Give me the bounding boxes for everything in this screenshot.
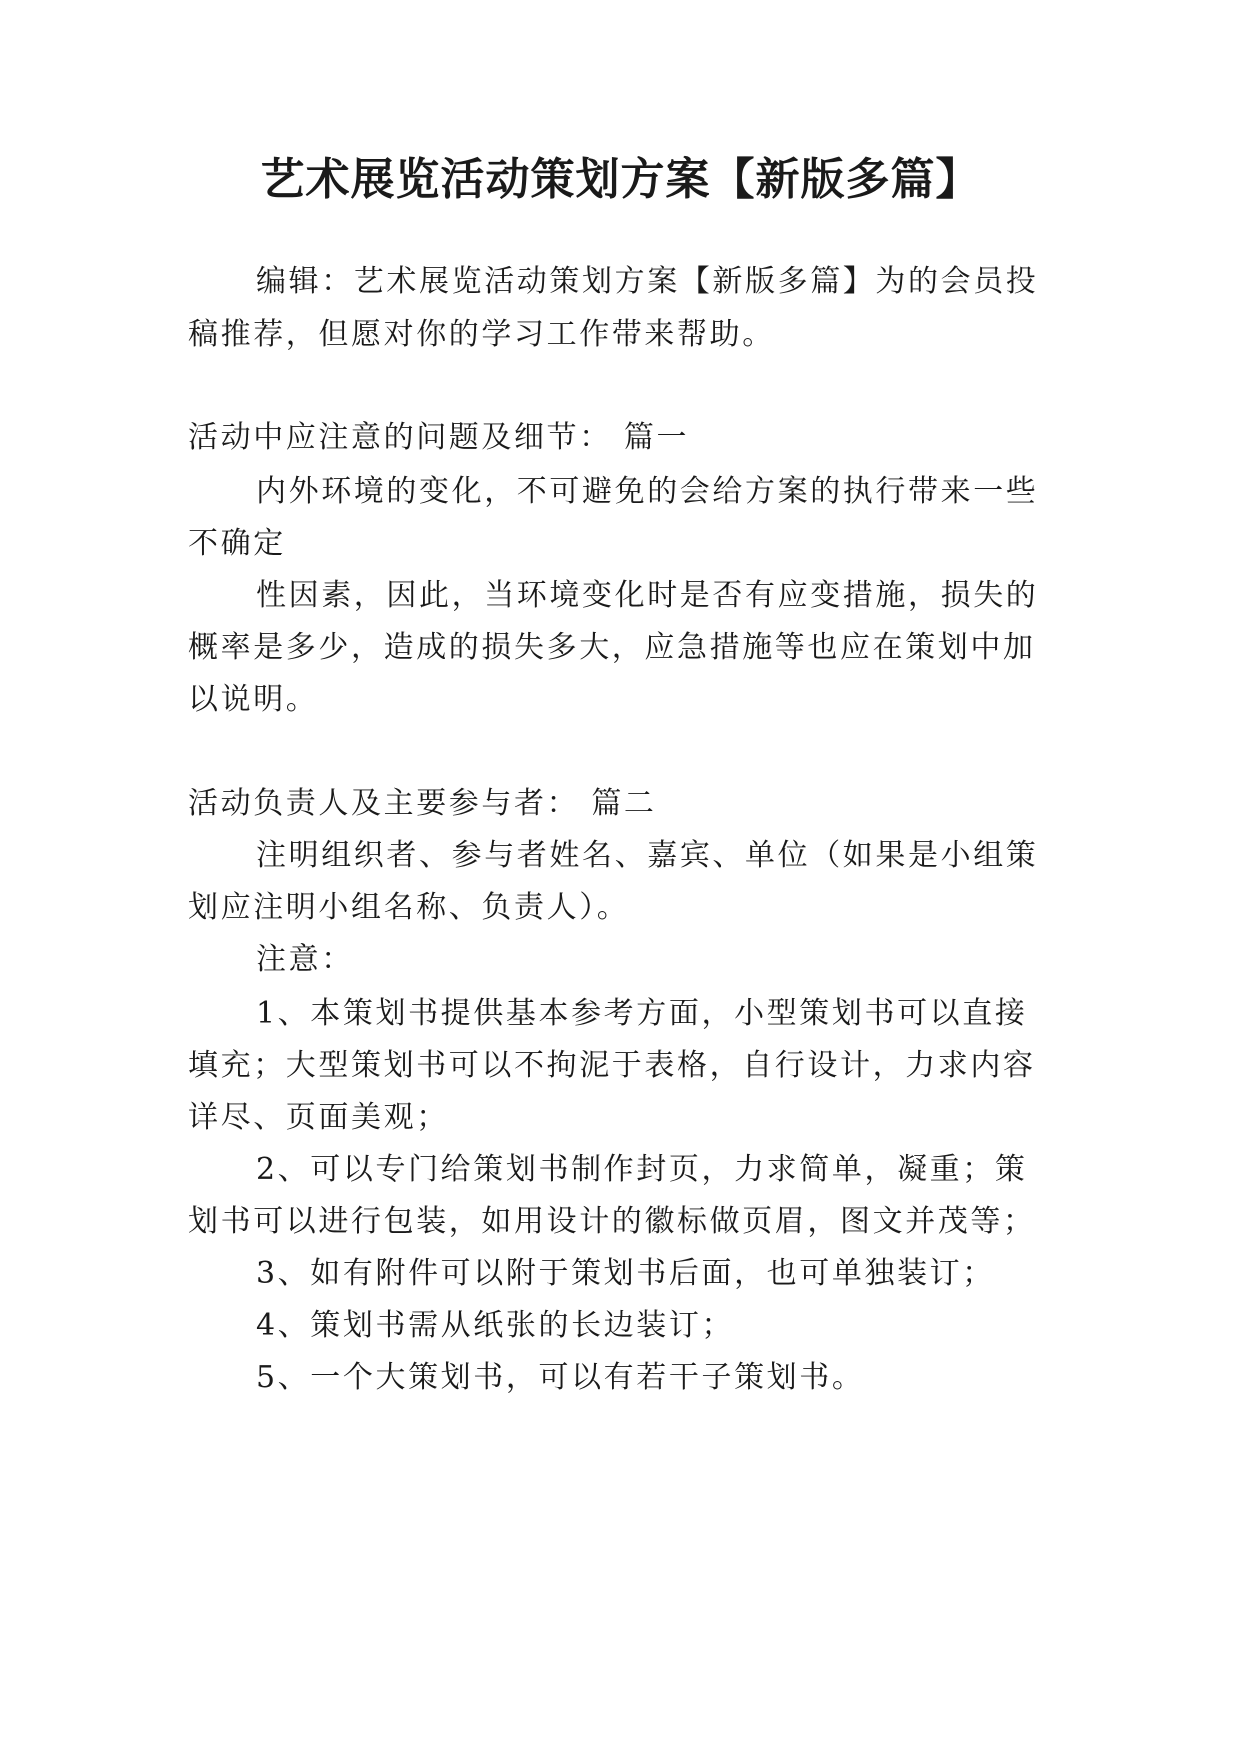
document-title: 艺术展览活动策划方案【新版多篇】 <box>260 154 981 205</box>
intro-line: 编辑：艺术展览活动策划方案【新版多篇】为的会员投 <box>256 264 1039 299</box>
list-item-continuation: 详尽、页面美观； <box>188 1100 449 1135</box>
section-heading: 活动中应注意的问题及细节： 篇一 <box>188 420 690 455</box>
list-item: 3、如有附件可以附于策划书后面，也可单独装订； <box>256 1256 995 1291</box>
paragraph-line: 内外环境的变化，不可避免的会给方案的执行带来一些 <box>256 474 1039 509</box>
list-item: 4、策划书需从纸张的长边装订； <box>256 1308 735 1343</box>
intro-line: 稿推荐，但愿对你的学习工作带来帮助。 <box>188 317 775 352</box>
section-heading: 活动负责人及主要参与者： 篇二 <box>188 786 657 821</box>
paragraph-line: 注意： <box>256 942 354 977</box>
paragraph-line: 不确定 <box>188 526 286 561</box>
paragraph-line: 以说明。 <box>188 682 319 717</box>
paragraph-line: 性因素，因此，当环境变化时是否有应变措施，损失的 <box>256 578 1039 613</box>
list-item: 5、一个大策划书，可以有若干子策划书。 <box>256 1360 865 1395</box>
list-item: 1、本策划书提供基本参考方面，小型策划书可以直接 <box>256 996 1028 1031</box>
list-item: 2、可以专门给策划书制作封页，力求简单，凝重；策 <box>256 1152 1028 1187</box>
list-item-continuation: 划书可以进行包装，如用设计的徽标做页眉，图文并茂等； <box>188 1204 1036 1239</box>
list-item-continuation: 填充；大型策划书可以不拘泥于表格，自行设计，力求内容 <box>188 1048 1036 1083</box>
paragraph-line: 概率是多少，造成的损失多大，应急措施等也应在策划中加 <box>188 630 1036 665</box>
paragraph-line: 注明组织者、参与者姓名、嘉宾、单位（如果是小组策 <box>256 838 1039 873</box>
paragraph-line: 划应注明小组名称、负责人）。 <box>188 890 630 925</box>
